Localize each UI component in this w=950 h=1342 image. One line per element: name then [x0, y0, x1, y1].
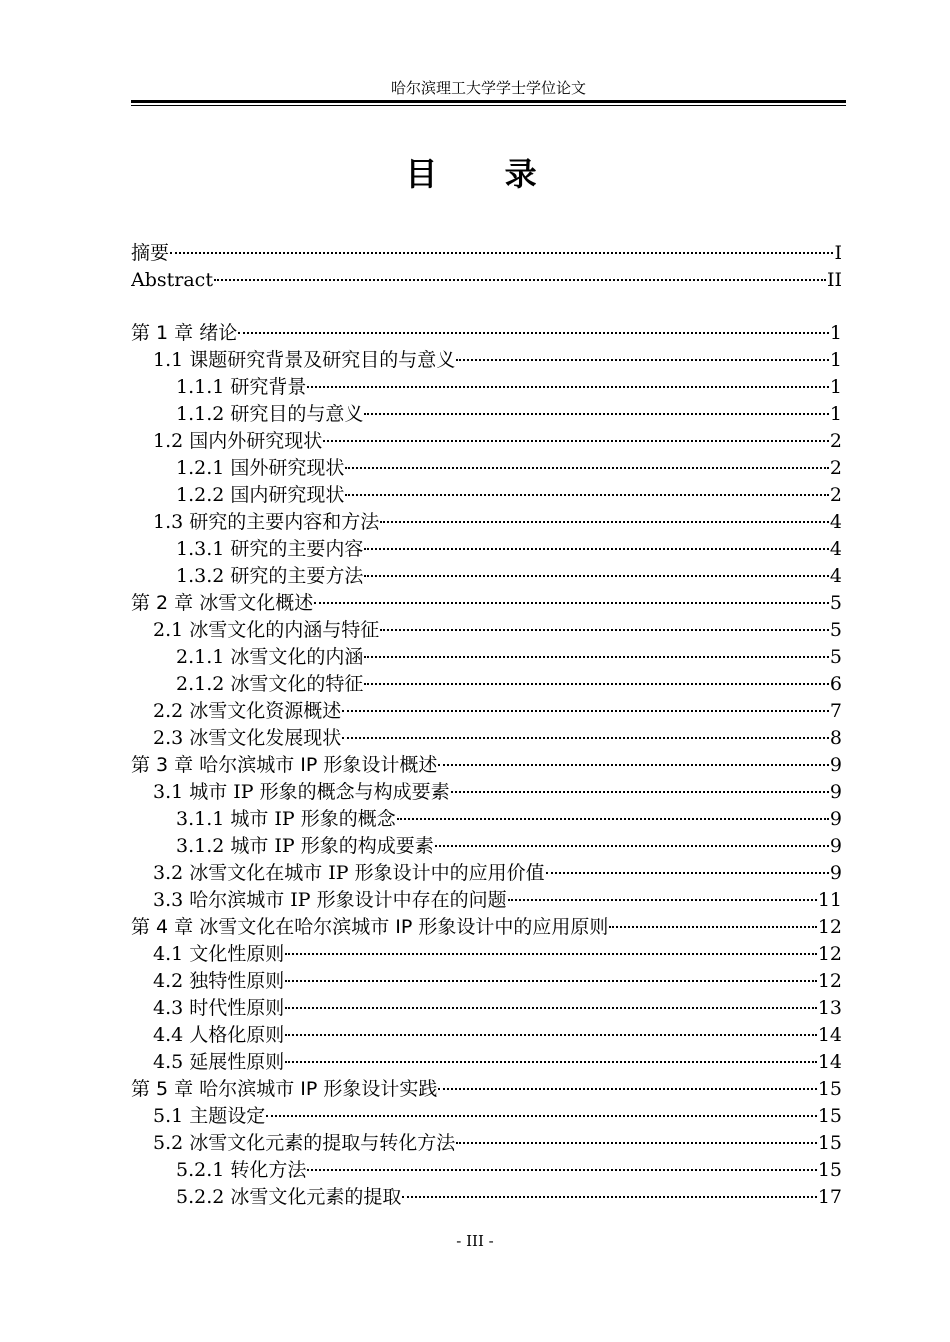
toc-entry[interactable] — [131, 401, 842, 428]
toc-entry-label: 5.2.2 冰雪文化元素的提取 — [176, 1186, 402, 1208]
toc-entry-page: 9 — [829, 835, 842, 857]
toc-entry[interactable] — [131, 240, 842, 267]
toc-entry-label: 4.2 独特性原则 — [153, 970, 285, 992]
toc-dot-leader — [397, 818, 829, 820]
toc-entry-label: 3.1.2 城市 IP 形象的构成要素 — [176, 835, 434, 857]
toc-entry-page: I — [834, 242, 842, 264]
toc-dot-leader — [364, 656, 829, 658]
toc-dot-leader — [364, 683, 829, 685]
toc-entry-label: 第 4 章 冰雪文化在哈尔滨城市 IP 形象设计中的应用原则 — [131, 916, 609, 938]
toc-entry-label: 4.4 人格化原则 — [153, 1024, 285, 1046]
toc-entry-label: 2.1.2 冰雪文化的特征 — [176, 673, 364, 695]
toc-dot-leader — [285, 953, 817, 955]
toc-dot-leader — [456, 359, 829, 361]
toc-entry-page: 1 — [829, 376, 842, 398]
toc-gap — [131, 294, 842, 320]
toc-entry-page: 9 — [829, 754, 842, 776]
toc-entry-page: 5 — [829, 592, 842, 614]
toc-dot-leader — [438, 764, 829, 766]
toc-dot-leader — [238, 332, 829, 334]
toc-dot-leader — [380, 521, 829, 523]
toc-entry-label: 2.3 冰雪文化发展现状 — [153, 727, 342, 749]
toc-entry-page: 8 — [829, 727, 842, 749]
toc-entry-page: 11 — [817, 889, 842, 911]
toc-entry-label: 2.2 冰雪文化资源概述 — [153, 700, 342, 722]
toc-dot-leader — [364, 413, 829, 415]
header-rule-thick — [131, 100, 846, 103]
toc-entry-page: 15 — [817, 1105, 842, 1127]
toc-dot-leader — [456, 1142, 817, 1144]
toc-entry-page: 1 — [829, 349, 842, 371]
toc-entry[interactable] — [131, 995, 842, 1022]
toc-entry[interactable] — [131, 1130, 842, 1157]
toc-entry-label: 3.3 哈尔滨城市 IP 形象设计中存在的问题 — [153, 889, 507, 911]
toc-entry-label: 3.2 冰雪文化在城市 IP 形象设计中的应用价值 — [153, 862, 545, 884]
toc-entry[interactable] — [131, 347, 842, 374]
toc-dot-leader — [285, 1061, 817, 1063]
toc-entry-label: 5.2 冰雪文化元素的提取与转化方法 — [153, 1132, 456, 1154]
toc-dot-leader — [380, 629, 829, 631]
toc-dot-leader — [342, 737, 829, 739]
toc-entry[interactable] — [131, 267, 842, 294]
toc-entry-label: 1.2.1 国外研究现状 — [176, 457, 345, 479]
toc-entry-label: 4.1 文化性原则 — [153, 943, 285, 965]
toc-entry-page: 12 — [817, 943, 842, 965]
toc-entry[interactable] — [131, 833, 842, 860]
toc-entry[interactable] — [131, 617, 842, 644]
toc-entry[interactable] — [131, 806, 842, 833]
toc-dot-leader — [323, 440, 829, 442]
header-rule-thin — [131, 105, 846, 106]
toc-chapter-entry[interactable] — [131, 1076, 842, 1103]
toc-entry[interactable] — [131, 779, 842, 806]
table-of-contents — [131, 240, 842, 1211]
toc-dot-leader — [285, 1007, 817, 1009]
toc-entry-label: 摘要 — [131, 242, 170, 264]
toc-entry-label: 2.1.1 冰雪文化的内涵 — [176, 646, 364, 668]
toc-dot-leader — [307, 386, 829, 388]
running-header: 哈尔滨理工大学学士学位论文 — [390, 79, 586, 97]
toc-entry-label: 第 5 章 哈尔滨城市 IP 形象设计实践 — [131, 1078, 438, 1100]
toc-entry-page: 1 — [829, 322, 842, 344]
toc-entry-label: 1.1.2 研究目的与意义 — [176, 403, 364, 425]
toc-dot-leader — [364, 575, 829, 577]
toc-entry-label: 2.1 冰雪文化的内涵与特征 — [153, 619, 380, 641]
toc-dot-leader — [345, 467, 829, 469]
toc-front-matter — [131, 240, 842, 294]
toc-entry[interactable] — [131, 509, 842, 536]
toc-dot-leader — [451, 791, 829, 793]
toc-entry-page: 2 — [829, 430, 842, 452]
toc-dot-leader — [435, 845, 829, 847]
toc-entry-label: 5.1 主题设定 — [153, 1105, 266, 1127]
toc-entry-page: 2 — [829, 484, 842, 506]
toc-entry-label: 3.1 城市 IP 形象的概念与构成要素 — [153, 781, 450, 803]
page-number: - III - — [456, 1232, 494, 1250]
toc-dot-leader — [214, 279, 826, 281]
toc-entry-page: 9 — [829, 781, 842, 803]
toc-entry[interactable] — [131, 1049, 842, 1076]
toc-entry-page: 4 — [829, 511, 842, 533]
toc-entry-label: 3.1.1 城市 IP 形象的概念 — [176, 808, 396, 830]
toc-entry-label: 1.2.2 国内研究现状 — [176, 484, 345, 506]
toc-main-entries — [131, 320, 842, 1211]
toc-entry-page: 15 — [817, 1159, 842, 1181]
toc-dot-leader — [314, 602, 829, 604]
toc-entry[interactable] — [131, 671, 842, 698]
toc-entry[interactable] — [131, 1103, 842, 1130]
toc-entry-page: 13 — [817, 997, 842, 1019]
toc-entry-page: 4 — [829, 565, 842, 587]
toc-dot-leader — [285, 1034, 817, 1036]
toc-entry-page: 6 — [829, 673, 842, 695]
toc-entry-label: 1.3 研究的主要内容和方法 — [153, 511, 380, 533]
toc-chapter-entry[interactable] — [131, 914, 842, 941]
toc-entry-label: 1.2 国内外研究现状 — [153, 430, 323, 452]
toc-entry-page: 7 — [829, 700, 842, 722]
toc-entry[interactable] — [131, 1184, 842, 1211]
toc-entry[interactable] — [131, 644, 842, 671]
toc-entry-label: 第 2 章 冰雪文化概述 — [131, 592, 314, 614]
toc-entry-label: Abstract — [131, 269, 213, 291]
toc-entry-page: 1 — [829, 403, 842, 425]
toc-dot-leader — [508, 899, 817, 901]
toc-entry-label: 1.1.1 研究背景 — [176, 376, 307, 398]
toc-entry-page: 2 — [829, 457, 842, 479]
toc-entry-page: 17 — [817, 1186, 842, 1208]
toc-dot-leader — [285, 980, 817, 982]
toc-entry-page: 14 — [817, 1024, 842, 1046]
toc-dot-leader — [307, 1169, 816, 1171]
toc-entry-page: 15 — [817, 1132, 842, 1154]
toc-dot-leader — [546, 872, 829, 874]
toc-entry-page: 5 — [829, 646, 842, 668]
toc-entry-label: 4.3 时代性原则 — [153, 997, 285, 1019]
toc-entry-page: 12 — [817, 970, 842, 992]
toc-entry-page: 4 — [829, 538, 842, 560]
toc-entry-label: 5.2.1 转化方法 — [176, 1159, 307, 1181]
toc-entry[interactable] — [131, 374, 842, 401]
toc-entry[interactable] — [131, 725, 842, 752]
toc-entry-label: 1.3.2 研究的主要方法 — [176, 565, 364, 587]
toc-entry-label: 1.1 课题研究背景及研究目的与意义 — [153, 349, 456, 371]
toc-chapter-entry[interactable] — [131, 320, 842, 347]
toc-dot-leader — [609, 926, 816, 928]
toc-chapter-entry[interactable] — [131, 752, 842, 779]
toc-entry[interactable] — [131, 1157, 842, 1184]
toc-chapter-entry[interactable] — [131, 590, 842, 617]
toc-entry-page: 15 — [817, 1078, 842, 1100]
toc-entry-label: 1.3.1 研究的主要内容 — [176, 538, 364, 560]
toc-entry[interactable] — [131, 428, 842, 455]
toc-entry[interactable] — [131, 536, 842, 563]
toc-entry[interactable] — [131, 968, 842, 995]
toc-dot-leader — [402, 1196, 816, 1198]
toc-entry-label: 第 1 章 绪论 — [131, 322, 238, 344]
toc-entry-page: II — [826, 269, 842, 291]
toc-entry-label: 第 3 章 哈尔滨城市 IP 形象设计概述 — [131, 754, 438, 776]
toc-entry-page: 9 — [829, 862, 842, 884]
toc-entry[interactable] — [131, 482, 842, 509]
toc-dot-leader — [364, 548, 829, 550]
toc-dot-leader — [438, 1088, 816, 1090]
toc-dot-leader — [342, 710, 829, 712]
toc-entry-page: 9 — [829, 808, 842, 830]
toc-entry[interactable] — [131, 563, 842, 590]
toc-dot-leader — [170, 252, 833, 254]
toc-entry[interactable] — [131, 455, 842, 482]
toc-entry-page: 5 — [829, 619, 842, 641]
toc-dot-leader — [266, 1115, 817, 1117]
toc-entry[interactable] — [131, 887, 842, 914]
toc-entry[interactable] — [131, 1022, 842, 1049]
toc-entry-label: 4.5 延展性原则 — [153, 1051, 285, 1073]
page-title: 目 录 — [405, 155, 565, 193]
toc-entry-page: 12 — [817, 916, 842, 938]
toc-entry[interactable] — [131, 860, 842, 887]
toc-dot-leader — [345, 494, 829, 496]
toc-entry[interactable] — [131, 698, 842, 725]
toc-entry-page: 14 — [817, 1051, 842, 1073]
toc-entry[interactable] — [131, 941, 842, 968]
